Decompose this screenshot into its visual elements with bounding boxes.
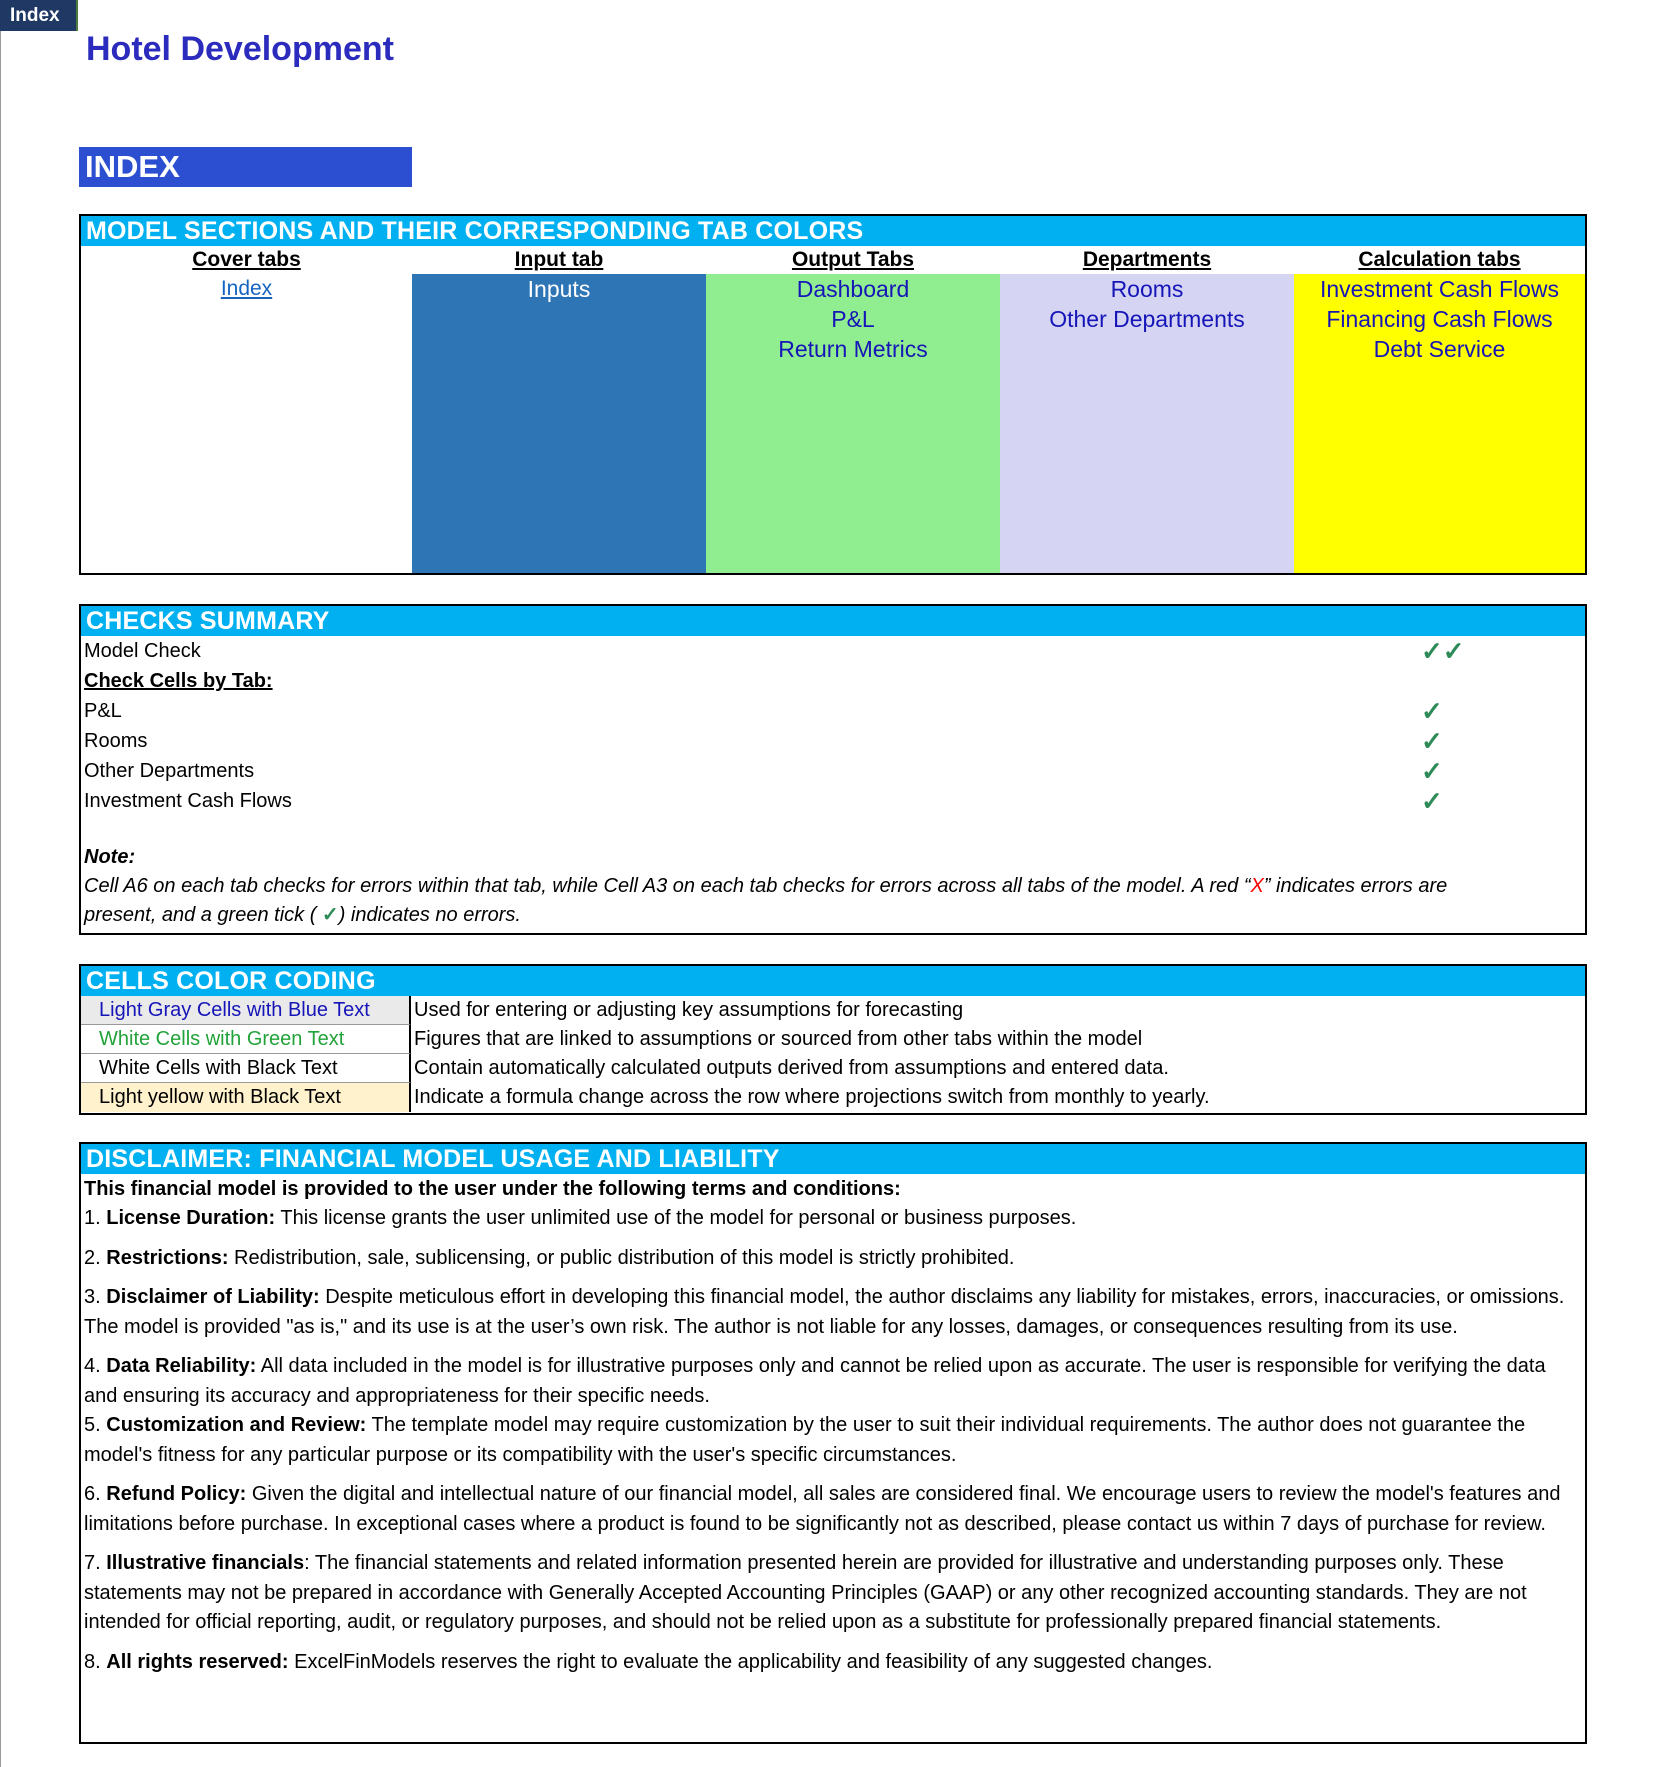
note-text-part1: Cell A6 on each tab checks for errors within that tab, while Cell A3 on each tab checks for errors across all tabs of the model. A red “ [84, 875, 1251, 897]
check-row-label: Rooms [84, 730, 148, 752]
red-x-icon: X [1250, 875, 1264, 897]
check-icon: ✓ [1421, 756, 1443, 786]
check-row [81, 786, 1585, 816]
disclaimer-item: 6. Refund Policy: Given the digital and intellectual nature of our financial model, all sales are considered final. We encourage users to review the model's features and limitations before purchase. In exceptional cases where a product is found to be significantly not as described, please contact us within 7 days of purchase for review. [84, 1483, 1561, 1535]
checks-summary-header: CHECKS SUMMARY [81, 606, 1585, 636]
check-icon: ✓ [1421, 696, 1443, 726]
link-investment-cash-flows[interactable]: Investment Cash Flows [1319, 276, 1560, 302]
green-tick-icon: ✓ [321, 904, 339, 926]
link-other-departments[interactable]: Other Departments [1049, 306, 1245, 332]
disclaimer-box [79, 1142, 1587, 1744]
checks-summary-box [79, 604, 1587, 935]
departments-column [1000, 246, 1294, 573]
note-text [81, 872, 1484, 930]
cover-tabs-heading: Cover tabs [81, 246, 412, 274]
color-swatch-gray-blue: Light Gray Cells with Blue Text [81, 996, 411, 1025]
disclaimer-item: 5. Customization and Review: The template model may require customization by the user to suit their individual requirements. The author does not guarantee the model's fitness for any particular purpose or its compatibility with the user's specific circumstances. [84, 1414, 1526, 1466]
model-sections-box [79, 214, 1587, 575]
link-debt-service[interactable]: Debt Service [1373, 336, 1506, 362]
color-coding-row [81, 1083, 1585, 1112]
check-row [81, 726, 1585, 756]
link-return-metrics[interactable]: Return Metrics [778, 336, 928, 362]
link-inputs[interactable]: Inputs [527, 276, 591, 302]
color-coding-row [81, 1025, 1585, 1054]
link-pl[interactable]: P&L [831, 306, 875, 332]
input-tab-heading: Input tab [412, 246, 706, 274]
check-row [81, 756, 1585, 786]
output-tabs-column [706, 246, 1000, 573]
link-financing-cash-flows[interactable]: Financing Cash Flows [1326, 306, 1553, 332]
calculation-tabs-column [1294, 246, 1585, 573]
check-row-label: Other Departments [84, 760, 255, 782]
color-coding-row [81, 996, 1585, 1025]
cover-tabs-column [81, 246, 412, 573]
color-coding-desc: Indicate a formula change across the row where projections switch from monthly to yearly. [414, 1086, 1210, 1108]
color-swatch-white-green: White Cells with Green Text [81, 1025, 411, 1054]
disclaimer-intro: This financial model is provided to the user under the following terms and conditions: [84, 1178, 901, 1200]
index-banner: INDEX [79, 147, 412, 187]
color-swatch-white-black: White Cells with Black Text [81, 1054, 411, 1083]
disclaimer-item: 2. Restrictions: Redistribution, sale, sublicensing, or public distribution of this model is strictly prohibited. [84, 1246, 1015, 1269]
disclaimer-header: DISCLAIMER: FINANCIAL MODEL USAGE AND LIABILITY [81, 1144, 1585, 1174]
link-dashboard[interactable]: Dashboard [796, 276, 910, 302]
input-tab-column [412, 246, 706, 573]
index-tab[interactable]: Index [0, 0, 78, 31]
color-coding-desc: Figures that are linked to assumptions or sourced from other tabs within the model [414, 1028, 1143, 1050]
check-cells-by-tab-label: Check Cells by Tab: [84, 670, 273, 692]
check-row [81, 696, 1585, 726]
disclaimer-item: 8. All rights reserved: ExcelFinModels reserves the right to evaluate the applicability and feasibility of any suggested changes. [84, 1650, 1213, 1673]
calculation-tabs-heading: Calculation tabs [1294, 246, 1585, 274]
note-text-part2: ” indicates errors are present, and a green tick ( [84, 875, 1448, 926]
note-heading: Note: [84, 846, 136, 868]
link-index[interactable]: Index [220, 277, 273, 300]
disclaimer-item: 4. Data Reliability: All data included in the model is for illustrative purposes only and cannot be relied upon as accurate. The user is responsible for verifying the data and ensuring its accuracy and appropriateness for their specific needs. [84, 1355, 1546, 1407]
check-row-label: P&L [84, 700, 122, 722]
link-rooms[interactable]: Rooms [1110, 276, 1184, 302]
check-icon: ✓ [1421, 786, 1443, 816]
disclaimer-item: 1. License Duration: This license grants the user unlimited use of the model for personal or business purposes. [84, 1207, 1077, 1229]
note-text-part3: ) indicates no errors. [338, 904, 521, 926]
cells-color-coding-box [79, 964, 1587, 1115]
color-coding-desc: Used for entering or adjusting key assumptions for forecasting [414, 999, 964, 1021]
model-check-label: Model Check [84, 640, 201, 662]
output-tabs-heading: Output Tabs [706, 246, 1000, 274]
check-icon: ✓ [1421, 726, 1443, 756]
page-title: Hotel Development [86, 30, 394, 68]
disclaimer-item: 3. Disclaimer of Liability: Despite meticulous effort in developing this financial model, the author disclaims any liability for mistakes, errors, inaccuracies, or omissions. The model is provided "as is," and its use is at the user’s own risk. The author is not liable for any losses, damages, or consequences resulting from its use. [84, 1286, 1565, 1338]
model-check-row [81, 636, 1585, 666]
color-swatch-yellow-black: Light yellow with Black Text [81, 1083, 411, 1112]
sheet-left-border [0, 0, 1, 1767]
disclaimer-item: 7. Illustrative financials: The financial statements and related information presented herein are provided for illustrative and understanding purposes only. These statements may not be prepared in accordance with Generally Accepted Accounting Principles (GAAP) or any other recognized accounting standards. They are not intended for official reporting, audit, or regulatory purposes, and should not be relied upon as a substitute for professionally prepared financial statements. [84, 1552, 1527, 1633]
check-cells-by-tab-row [81, 666, 1585, 696]
departments-heading: Departments [1000, 246, 1294, 274]
check-row-label: Investment Cash Flows [84, 790, 292, 812]
color-coding-desc: Contain automatically calculated outputs derived from assumptions and entered data. [414, 1057, 1169, 1079]
cells-color-coding-header: CELLS COLOR CODING [81, 966, 1585, 996]
color-coding-row [81, 1054, 1585, 1083]
double-check-icon: ✓✓ [1421, 636, 1465, 666]
model-sections-header: MODEL SECTIONS AND THEIR CORRESPONDING TAB COLORS [81, 216, 1585, 246]
